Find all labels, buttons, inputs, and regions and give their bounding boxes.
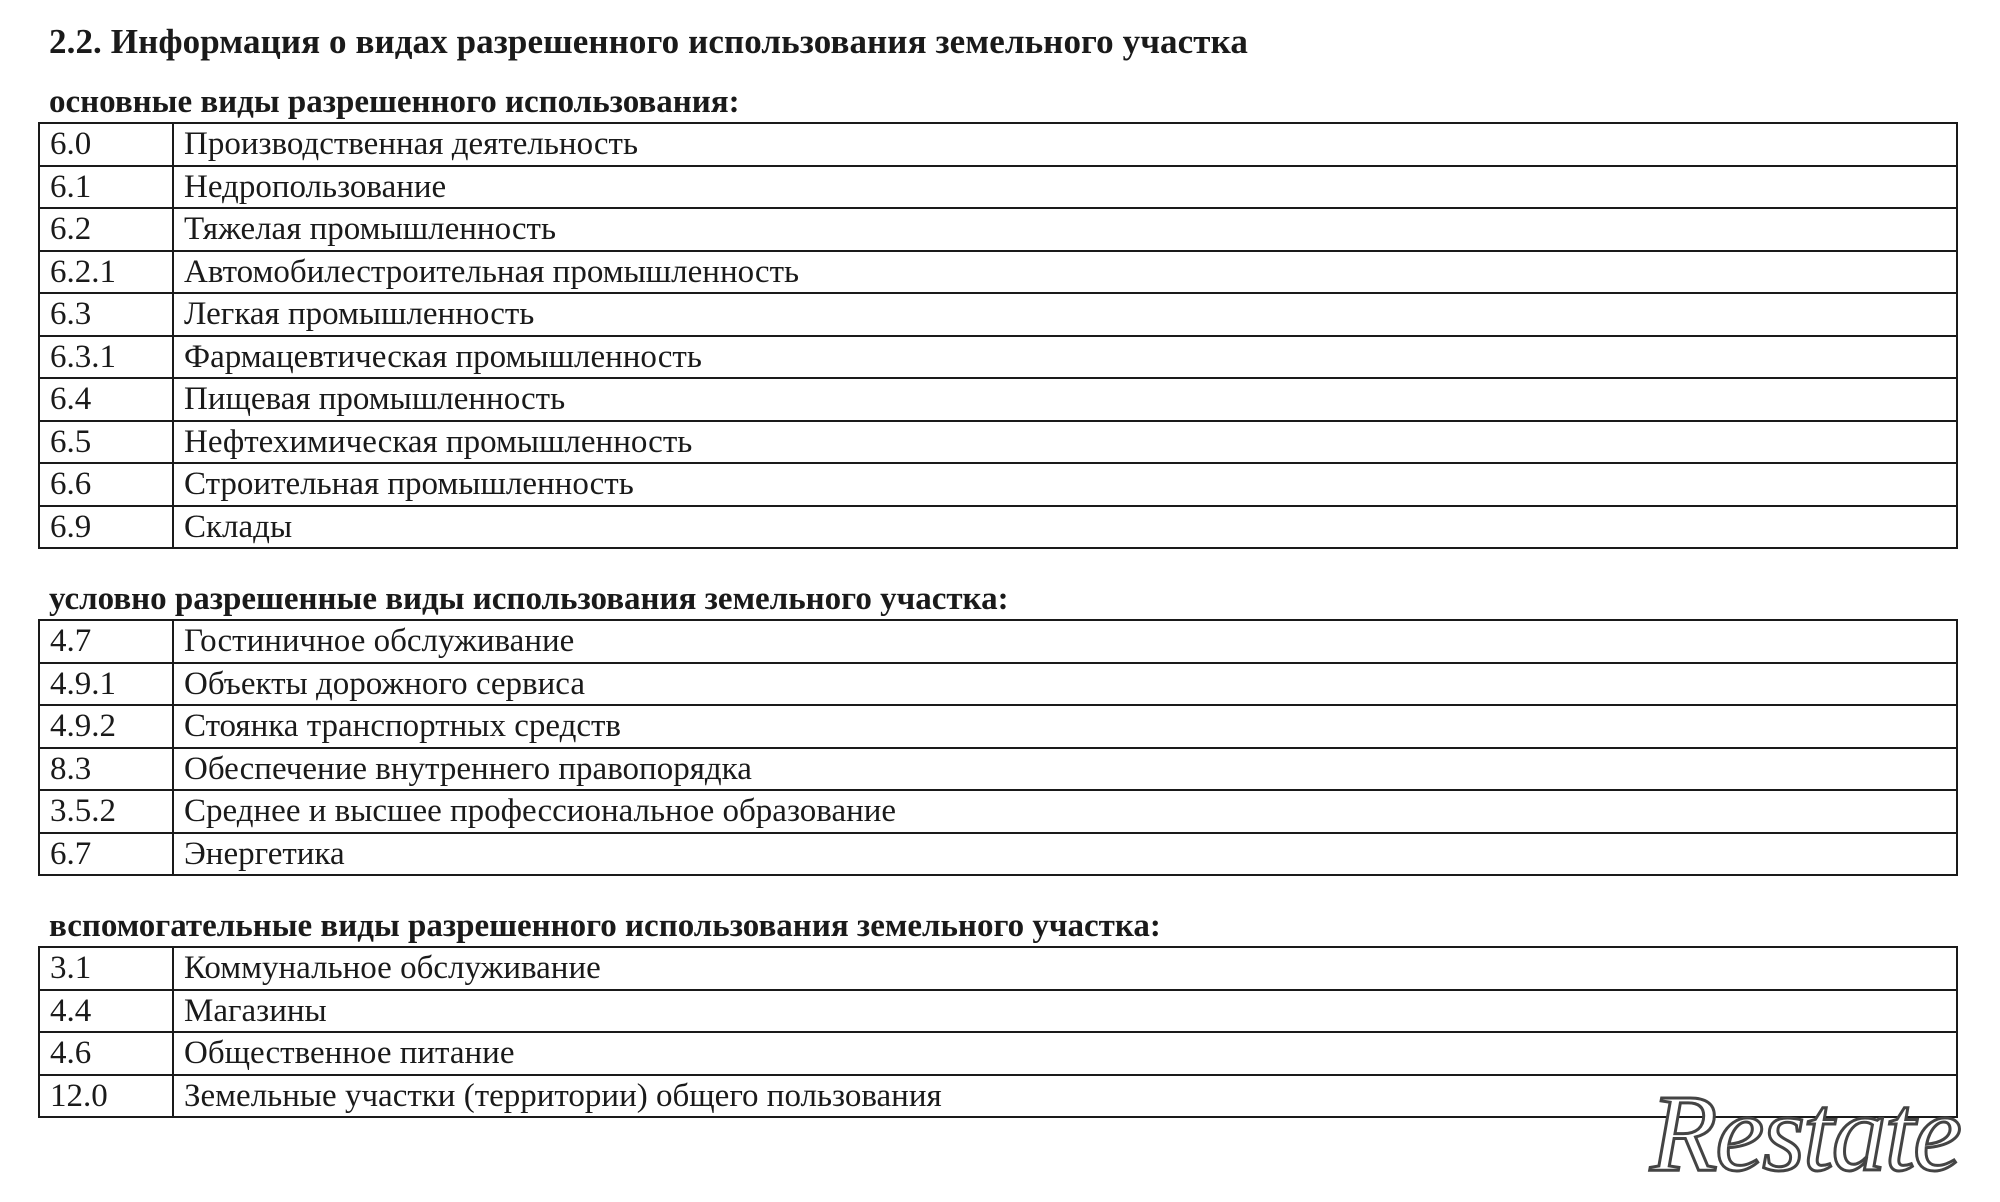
table-row <box>39 463 1957 506</box>
table-row <box>39 506 1957 549</box>
table-row <box>39 663 1957 706</box>
use-name: Гостиничное обслуживание <box>173 620 1957 663</box>
use-code: 6.7 <box>39 833 173 876</box>
use-name: Пищевая промышленность <box>173 378 1957 421</box>
use-name: Склады <box>173 506 1957 549</box>
use-name: Недропользование <box>173 166 1957 209</box>
use-code: 3.5.2 <box>39 790 173 833</box>
use-code: 8.3 <box>39 748 173 791</box>
use-code: 6.4 <box>39 378 173 421</box>
use-code: 6.3.1 <box>39 336 173 379</box>
use-name: Автомобилестроительная промышленность <box>173 251 1957 294</box>
use-name: Нефтехимическая промышленность <box>173 421 1957 464</box>
table-row <box>39 293 1957 336</box>
table-row <box>39 790 1957 833</box>
use-code: 4.9.1 <box>39 663 173 706</box>
use-name: Фармацевтическая промышленность <box>173 336 1957 379</box>
table-row <box>39 123 1957 166</box>
use-code: 6.5 <box>39 421 173 464</box>
table-row <box>39 990 1957 1033</box>
use-name: Объекты дорожного сервиса <box>173 663 1957 706</box>
section-heading-conditional-uses: условно разрешенные виды использования земельного участка: <box>49 581 1009 617</box>
table-row <box>39 620 1957 663</box>
table-row <box>39 748 1957 791</box>
use-code: 12.0 <box>39 1075 173 1118</box>
table-row <box>39 336 1957 379</box>
table-row <box>39 208 1957 251</box>
use-name: Обеспечение внутреннего правопорядка <box>173 748 1957 791</box>
table-row <box>39 947 1957 990</box>
use-code: 4.6 <box>39 1032 173 1075</box>
use-code: 6.6 <box>39 463 173 506</box>
use-name: Коммунальное обслуживание <box>173 947 1957 990</box>
use-code: 6.2.1 <box>39 251 173 294</box>
table-row <box>39 251 1957 294</box>
conditional-uses-table <box>38 619 1958 876</box>
table-row <box>39 1032 1957 1075</box>
use-code: 6.3 <box>39 293 173 336</box>
use-code: 6.9 <box>39 506 173 549</box>
use-code: 4.9.2 <box>39 705 173 748</box>
use-name: Легкая промышленность <box>173 293 1957 336</box>
use-name: Производственная деятельность <box>173 123 1957 166</box>
table-row <box>39 421 1957 464</box>
use-name: Энергетика <box>173 833 1957 876</box>
table-row <box>39 833 1957 876</box>
use-code: 3.1 <box>39 947 173 990</box>
use-name: Стоянка транспортных средств <box>173 705 1957 748</box>
use-code: 6.2 <box>39 208 173 251</box>
table-row <box>39 378 1957 421</box>
use-code: 6.0 <box>39 123 173 166</box>
use-name: Среднее и высшее профессиональное образование <box>173 790 1957 833</box>
use-name: Строительная промышленность <box>173 463 1957 506</box>
use-code: 6.1 <box>39 166 173 209</box>
watermark-logo: Restate <box>1650 1072 1960 1194</box>
use-name: Магазины <box>173 990 1957 1033</box>
document <box>38 18 1958 1148</box>
use-name: Тяжелая промышленность <box>173 208 1957 251</box>
table-row <box>39 166 1957 209</box>
use-code: 4.7 <box>39 620 173 663</box>
document-title: 2.2. Информация о видах разрешенного использования земельного участка <box>49 22 1248 61</box>
section-heading-main-uses: основные виды разрешенного использования: <box>49 84 740 120</box>
section-heading-auxiliary-uses: вспомогательные виды разрешенного использования земельного участка: <box>49 908 1161 944</box>
use-code: 4.4 <box>39 990 173 1033</box>
use-name: Общественное питание <box>173 1032 1957 1075</box>
use-name: Земельные участки (территории) общего пользования <box>173 1075 1957 1118</box>
main-uses-table <box>38 122 1958 549</box>
table-row <box>39 705 1957 748</box>
